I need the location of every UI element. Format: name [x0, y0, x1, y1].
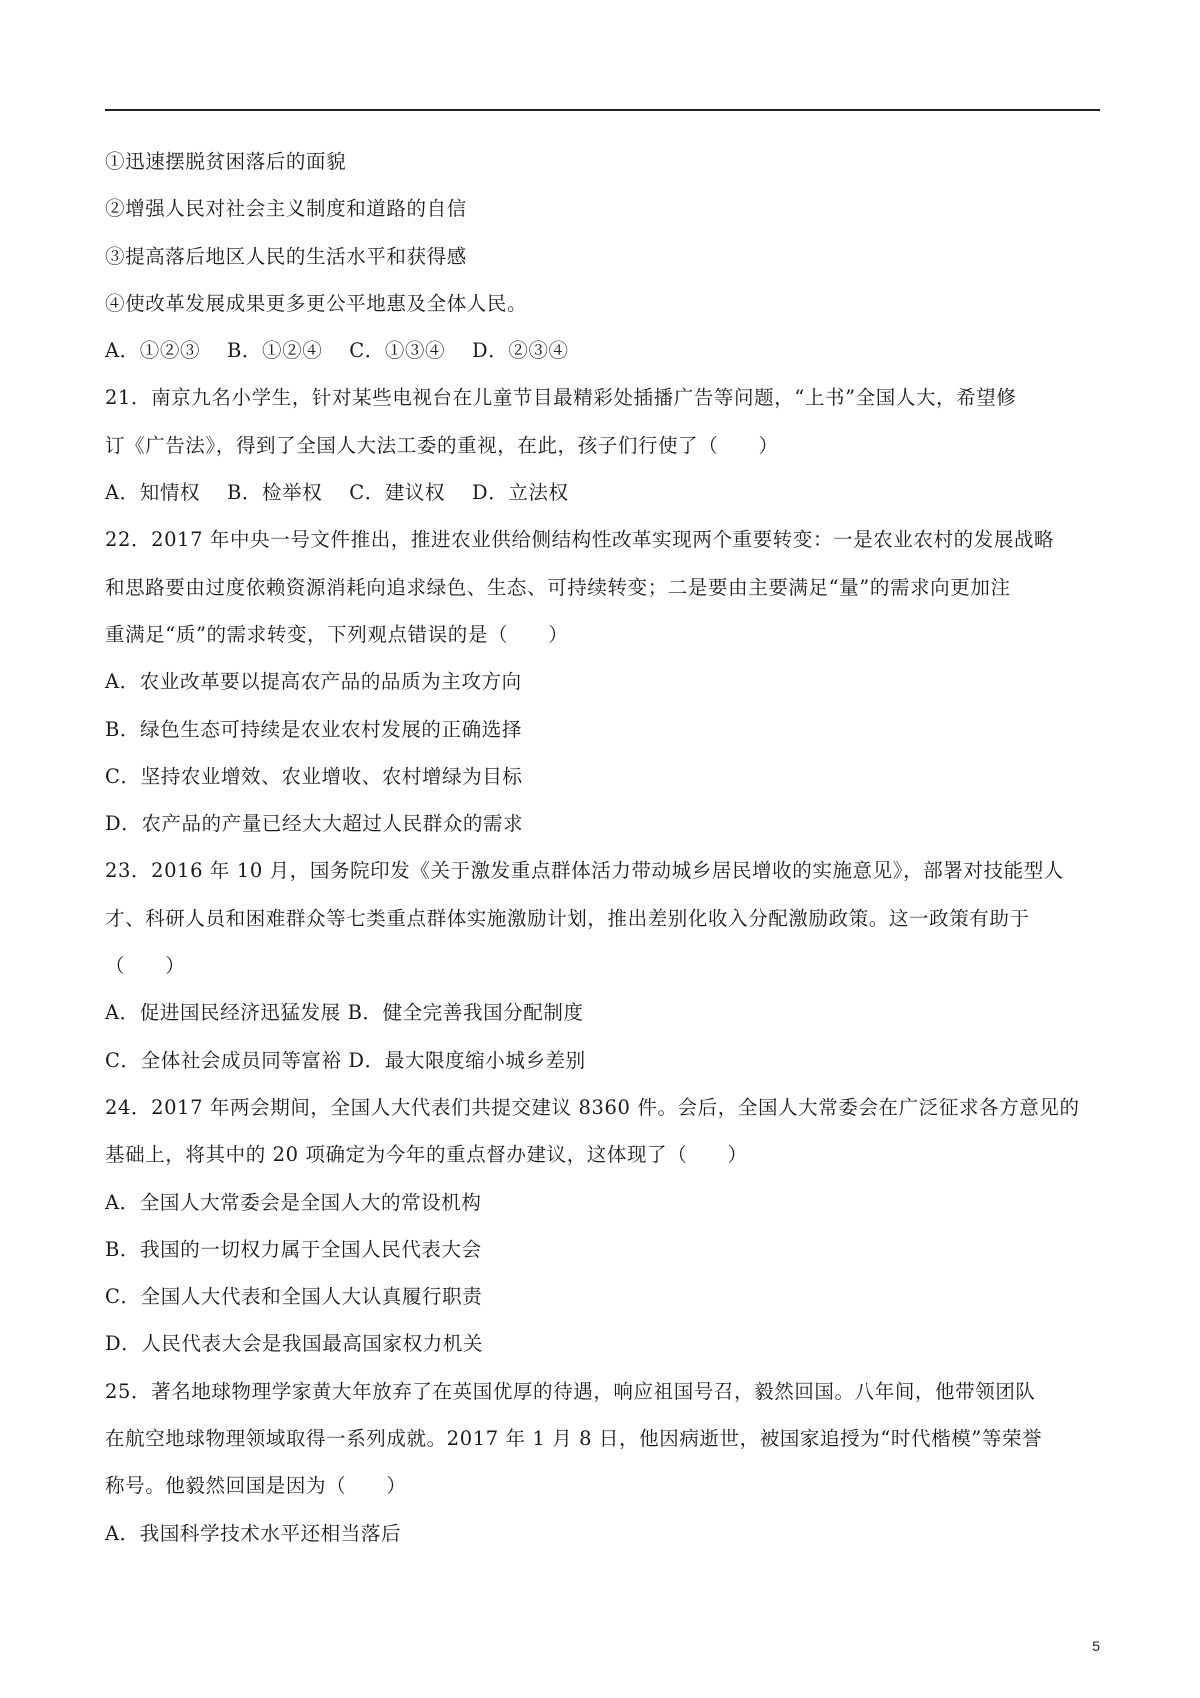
answer-options: C．全体社会成员同等富裕 D．最大限度缩小城乡差别 [105, 1048, 586, 1072]
option-d: D．农产品的产量已经大大超过人民群众的需求 [105, 812, 524, 836]
option-a: A．我国科学技术水平还相当落后 [105, 1521, 402, 1545]
text-line: ③提高落后地区人民的生活水平和获得感 [105, 244, 467, 268]
option-a: A．农业改革要以提高农产品的品质为主攻方向 [105, 670, 522, 694]
text-line: 订《广告法》，得到了全国人大法工委的重视，在此，孩子们行使了（ ） [105, 433, 779, 457]
question-23: 23．2016 年 10 月，国务院印发《关于激发重点群体活力带动城乡居民增收的实施意见》，部署对技能型人 [105, 859, 1064, 883]
text-line: 才、科研人员和困难群众等七类重点群体实施激励计划，推出差别化收入分配激励政策。这一政策有助于 [105, 906, 1030, 930]
text-line: 基础上，将其中的 20 项确定为今年的重点督办建议，这体现了（ ） [105, 1143, 748, 1167]
question-21: 21．南京九名小学生，针对某些电视台在儿童节目最精彩处插播广告等问题，“上书”全国人大，希望修 [105, 386, 1017, 410]
text-line: （ ） [105, 954, 186, 978]
answer-options: A．促进国民经济迅猛发展 B．健全完善我国分配制度 [105, 1001, 584, 1025]
text-line: 和思路要由过度依赖资源消耗向追求绿色、生态、可持续转变；二是要由主要满足“量”的需求向更加注 [105, 575, 1011, 599]
answer-options: A．知情权 B．检举权 C．建议权 D．立法权 [105, 481, 569, 505]
answer-options: A．①②③ B．①②④ C．①③④ D．②③④ [105, 339, 569, 363]
question-24: 24．2017 年两会期间，全国人大代表们共提交建议 8360 件。会后，全国人大常委会在广泛征求各方意见的 [105, 1095, 1080, 1119]
option-b: B．我国的一切权力属于全国人民代表大会 [105, 1237, 482, 1261]
option-c: C．坚持农业增效、农业增收、农村增绿为目标 [105, 764, 523, 788]
question-22: 22．2017 年中央一号文件推出，推进农业供给侧结构性改革实现两个重要转变：一是农业农村的发展战略 [105, 528, 1055, 552]
option-a: A．全国人大常委会是全国人大的常设机构 [105, 1190, 482, 1214]
exam-content [105, 147, 1100, 1566]
text-line: 重满足“质”的需求转变，下列观点错误的是（ ） [105, 622, 569, 646]
question-25: 25．著名地球物理学家黄大年放弃了在英国优厚的待遇，响应祖国号召，毅然回国。八年间，他带领团队 [105, 1379, 1036, 1403]
text-line: ①迅速摆脱贫困落后的面貌 [105, 150, 347, 173]
option-b: B．绿色生态可持续是农业农村发展的正确选择 [105, 717, 522, 741]
text-line: 在航空地球物理领域取得一系列成就。2017 年 1 月 8 日，他因病逝世，被国家追授为“时代楷模”等荣誉 [105, 1427, 1043, 1451]
text-line: ②增强人民对社会主义制度和道路的自信 [105, 197, 467, 221]
option-c: C．全国人大代表和全国人大认真履行职责 [105, 1285, 483, 1309]
option-d: D．人民代表大会是我国最高国家权力机关 [105, 1332, 484, 1356]
text-line: 称号。他毅然回国是因为（ ） [105, 1474, 407, 1498]
page-number: 5 [1092, 1638, 1100, 1654]
text-line: ④使改革发展成果更多更公平地惠及全体人民。 [105, 291, 528, 315]
header-rule [105, 109, 1100, 111]
